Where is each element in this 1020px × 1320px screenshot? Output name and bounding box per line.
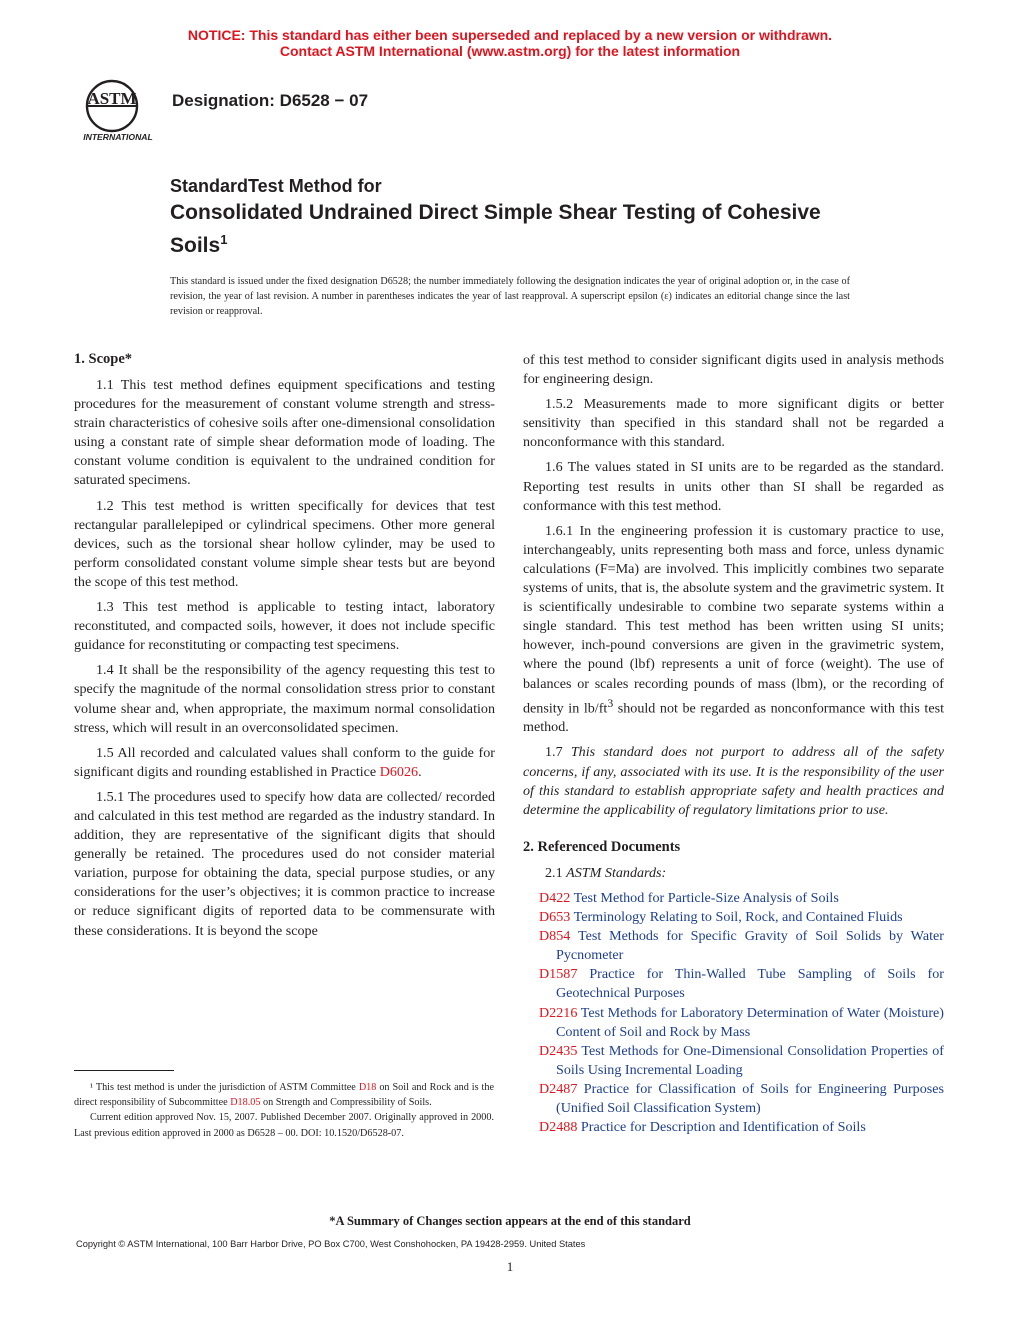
logo-text-bottom: INTERNATIONAL (83, 132, 153, 142)
para-1-5-text: 1.5 All recorded and calculated values shall conform to the guide for significant digits and rounding established in Practice (74, 744, 495, 780)
para-1-5-1: 1.5.1 The procedures used to specify how data are collected/ recorded and calculated in this test method are regarded as the industry standard. In addition, they are representative of the significant digits that should generally be retained. The procedures used do not consider material variation, purpose for obtaining the data, special purpose studies, or any considerations for the user’s objectives; it is common practice to increase or reduce significant digits of reported data to be commensurate with these considerations. It is beyond the scope (74, 788, 495, 939)
ref-code-link[interactable]: D1587 (539, 966, 578, 983)
ref-code-link[interactable]: D2488 (539, 1119, 578, 1136)
title-main (170, 199, 870, 259)
footnote-divider (74, 1070, 174, 1071)
superscript-3: 3 (607, 696, 614, 710)
left-column (74, 350, 495, 947)
ref-title-link[interactable]: Practice for Description and Identification of Soils (580, 1119, 866, 1136)
issued-note: This standard is issued under the fixed designation D6528; the number immediately following the designation indicates the year of original adoption or, in the case of revision, the year of last revision. A number in parentheses indicates the year of last reapproval. A superscript epsilon (ε) indicates an editorial change since the last revision or reapproval. (170, 276, 850, 317)
reference-item (523, 908, 944, 927)
para-1-6: 1.6 The values stated in SI units are to be regarded as the standard. Reporting test results in units other than SI shall be regarded as conformance with this test method. (523, 459, 944, 514)
ref-title-link[interactable]: Terminology Relating to Soil, Rock, and Contained Fluids (573, 909, 903, 926)
reference-item (523, 1080, 944, 1118)
notice-line-1: NOTICE: This standard has either been superseded and replaced by a new version or withdrawn. (187, 27, 833, 43)
ref-intro-num: 2.1 (545, 864, 567, 881)
ref-code-link[interactable]: D422 (539, 889, 571, 906)
summary-note: *A Summary of Changes section appears at the end of this standard (329, 1214, 691, 1228)
para-1-5-end: . (418, 763, 422, 780)
title-line-2: Consolidated Undrained Direct Simple Shear Testing of Cohesive Soils (170, 201, 821, 257)
ref-title-link[interactable]: Test Methods for One-Dimensional Consolidation Properties of Soils Using Incremental Loading (556, 1042, 944, 1078)
para-1-4: 1.4 It shall be the responsibility of the agency requesting this test to specify the magnitude of the normal consolidation stress prior to constant volume shear and, when appropriate, the maximum normal consolidation stress, which will result in an overconsolidated specimen. (74, 662, 495, 736)
title-footnote-mark: 1 (220, 232, 228, 247)
ref-code-link[interactable]: D2435 (539, 1042, 578, 1059)
reference-list (523, 889, 944, 1137)
para-1-2: 1.2 This test method is written specifically for devices that test rectangular parallelepiped or cylindrical specimens. Other more general devices, such as the torsional shear hollow cylinder, may be used to perform consolidated constant volume simple shear tests but are beyond the scope of this test method. (74, 497, 495, 590)
section-1-heading: 1. Scope* (74, 351, 132, 367)
para-1-6-1-b: should not be regarded as nonconformance with this test method. (523, 700, 944, 736)
notice-line-2: Contact ASTM International (www.astm.org) for the latest information (279, 43, 741, 59)
para-continued: of this test method to consider significant digits used in analysis methods for engineering design. (523, 352, 944, 388)
para-1-5-2: 1.5.2 Measurements made to more significant digits or better sensitivity than specified in this standard shall not be regarded a nonconformance with this standard. (523, 396, 944, 451)
title-block (170, 175, 870, 259)
reference-item (523, 927, 944, 965)
para-1-1: 1.1 This test method defines equipment specifications and testing procedures for the measurement of constant volume strength and stress-strain characteristics of cohesive soils after one-dimensional consolidation using a constant rate of simple shear deformation mode of loading. The constant volume condition is equivalent to the undrained condition for saturated specimens. (74, 377, 495, 489)
reference-item (523, 1004, 944, 1042)
footnote-1 (74, 1080, 494, 1110)
title-line-1: StandardTest Method for (170, 176, 382, 196)
page-number: 1 (506, 1259, 514, 1274)
ref-code-link[interactable]: D854 (539, 928, 571, 945)
ref-title-link[interactable]: Test Method for Particle-Size Analysis of Soils (573, 889, 839, 906)
footnote (74, 1080, 494, 1141)
reference-item (523, 1042, 944, 1080)
footnote-1-b: on Soil and Rock and is the direct responsibility of Subcommittee (74, 1082, 494, 1109)
logo-text-top: ASTM (87, 89, 137, 108)
ref-title-link[interactable]: Test Methods for Laboratory Determination of Water (Moisture) Content of Soil and Rock by Mass (556, 1004, 944, 1040)
reference-item (523, 889, 944, 908)
link-d6026[interactable]: D6026 (379, 763, 419, 780)
copyright: Copyright © ASTM International, 100 Barr Harbor Drive, PO Box C700, West Conshohocken, PA 19428-2959. United States (76, 1239, 586, 1249)
ref-title-link[interactable]: Practice for Classification of Soils for Engineering Purposes (Unified Soil Classification System) (556, 1080, 945, 1116)
ref-code-link[interactable]: D2216 (539, 1004, 578, 1021)
link-d18[interactable]: D18 (358, 1082, 377, 1093)
para-1-3: 1.3 This test method is applicable to testing intact, laboratory reconstituted, and compacted soils, however, it does not include specific guidance for reconstituting or compacting test specimens. (74, 599, 495, 654)
footnote-1-c: on Strength and Compressibility of Soils. (260, 1097, 432, 1109)
notice-banner (0, 27, 1020, 59)
para-1-5 (74, 744, 495, 782)
right-column (523, 351, 944, 1137)
para-1-7-text: This standard does not purport to address all of the safety concerns, if any, associated with its use. It is the responsibility of the user of this standard to establish appropriate safety and health practices and determine the applicability of regulatory limitations prior to use. (523, 744, 945, 818)
link-d18-05[interactable]: D18.05 (230, 1097, 261, 1109)
para-1-6-1 (523, 522, 944, 738)
para-1-6-1-a: 1.6.1 In the engineering profession it is customary practice to use, interchangeably, units representing both mass and force, unless dynamic calculations (F=Ma) are involved. This implicitly combines two separate systems of units, that is, the absolute system and the gravimetric system. It is scientifically undesirable to combine two separate systems within a single standard. This test method has been written using SI units; however, inch-pound conversions are given in the gravimetric system, where the pound (lbf) represents a unit of force (weight). The use of balances or scales recording pounds of mass (lbm), or the recording of density in lb/ft (523, 522, 944, 717)
footnote-1-a: ¹ This test method is under the jurisdiction of ASTM Committee (90, 1082, 359, 1093)
ref-intro (523, 864, 944, 883)
section-2-heading: 2. Referenced Documents (523, 838, 681, 855)
para-1-7-num: 1.7 (545, 744, 571, 761)
reference-item (523, 965, 944, 1003)
ref-title-link[interactable]: Practice for Thin-Walled Tube Sampling of Soils for Geotechnical Purposes (556, 966, 944, 1002)
designation: Designation: D6528 − 07 (172, 91, 369, 110)
astm-logo (74, 78, 162, 142)
ref-code-link[interactable]: D2487 (539, 1080, 578, 1097)
ref-title-link[interactable]: Test Methods for Specific Gravity of Soil Solids by Water Pycnometer (556, 928, 944, 964)
ref-code-link[interactable]: D653 (539, 909, 571, 926)
ref-intro-text: ASTM Standards: (566, 864, 667, 881)
reference-item (523, 1118, 944, 1137)
footnote-2: Current edition approved Nov. 15, 2007. Published December 2007. Originally approved in 2000. Last previous edition approved in 2000 as D6528 – 00. DOI: 10.1520/D6528-07. (74, 1112, 494, 1139)
para-1-7 (523, 743, 944, 819)
